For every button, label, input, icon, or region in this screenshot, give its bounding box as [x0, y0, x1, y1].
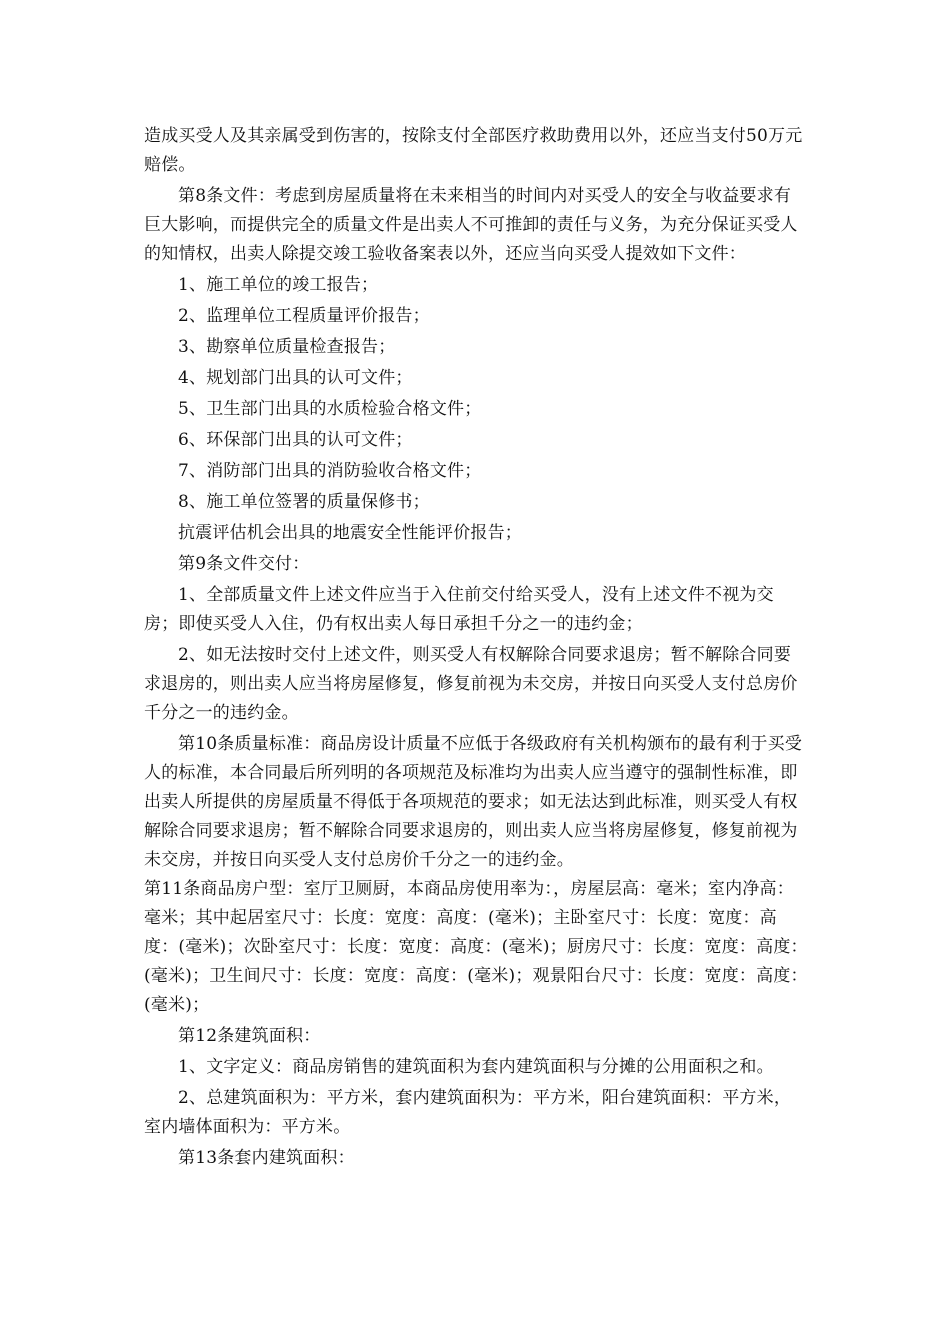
paragraph-article-10: 第10条质量标准：商品房设计质量不应低于各级政府有关机构颁布的最有利于买受人的标准，本合同最后所列明的各项规范及标准均为出卖人应当遵守的强制性标准，即出卖人所提供的房屋质量不得低于各项规范的要求；如无法达到此标准，则买受人有权解除合同要求退房；暂不解除合同要求退房的，则出卖人应当将房屋修复，修复前视为未交房，并按日向买受人支付总房价千分之一的违约金。 — [144, 734, 803, 870]
paragraph-article-11: 第11条商品房户型：室厅卫厕厨，本商品房使用率为：，房屋层高：毫米；室内净高：毫米；其中起居室尺寸：长度：宽度：高度：(毫米)；主卧室尺寸：长度：宽度：高度：(毫米)；次卧室尺寸：长度：宽度：高度：(毫米)；厨房尺寸：长度：宽度：高度：(毫米)；卫生间尺寸：长度：宽度：高度：(毫米)；观景阳台尺寸：长度：宽度：高度：(毫米)； — [144, 879, 808, 1015]
list-item-4: 4、规划部门出具的认可文件； — [178, 368, 413, 388]
paragraph-article-12-clause-1: 1、文字定义：商品房销售的建筑面积为套内建筑面积与分摊的公用面积之和。 — [178, 1057, 774, 1077]
list-item-1: 1、施工单位的竣工报告； — [178, 275, 379, 295]
list-item-3: 3、勘察单位质量检查报告； — [178, 337, 396, 357]
paragraph-compensation: 造成买受人及其亲属受到伤害的，按除支付全部医疗救助费用以外，还应当支付50万元赔偿。 — [144, 126, 803, 175]
list-item-2: 2、监理单位工程质量评价报告； — [178, 306, 430, 326]
list-item-6: 6、环保部门出具的认可文件； — [178, 430, 413, 450]
paragraph-article-12: 第12条建筑面积： — [178, 1026, 321, 1046]
list-item-5: 5、卫生部门出具的水质检验合格文件； — [178, 399, 482, 419]
list-item-seismic: 抗震评估机会出具的地震安全性能评价报告； — [178, 523, 522, 543]
paragraph-article-9-clause-1: 1、全部质量文件上述文件应当于入住前交付给买受人，没有上述文件不视为交房；即使买受人入住，仍有权出卖人每日承担千分之一的违约金； — [144, 585, 774, 634]
list-item-8: 8、施工单位签署的质量保修书； — [178, 492, 430, 512]
paragraph-article-12-clause-2: 2、总建筑面积为：平方米，套内建筑面积为：平方米，阳台建筑面积：平方米，室内墙体面积为：平方米。 — [144, 1088, 792, 1137]
document-body — [144, 122, 808, 1173]
paragraph-article-9: 第9条文件交付： — [178, 554, 310, 574]
list-item-7: 7、消防部门出具的消防验收合格文件； — [178, 461, 482, 481]
paragraph-article-13: 第13条套内建筑面积： — [178, 1148, 355, 1168]
paragraph-article-8: 第8条文件：考虑到房屋质量将在未来相当的时间内对买受人的安全与收益要求有巨大影响，而提供完全的质量文件是出卖人不可推卸的责任与义务，为充分保证买受人的知情权，出卖人除提交竣工验收备案表以外，还应当向买受人提效如下文件： — [144, 186, 798, 264]
paragraph-article-9-clause-2: 2、如无法按时交付上述文件，则买受人有权解除合同要求退房；暂不解除合同要求退房的，则出卖人应当将房屋修复，修复前视为未交房，并按日向买受人支付总房价千分之一的违约金。 — [144, 645, 798, 723]
